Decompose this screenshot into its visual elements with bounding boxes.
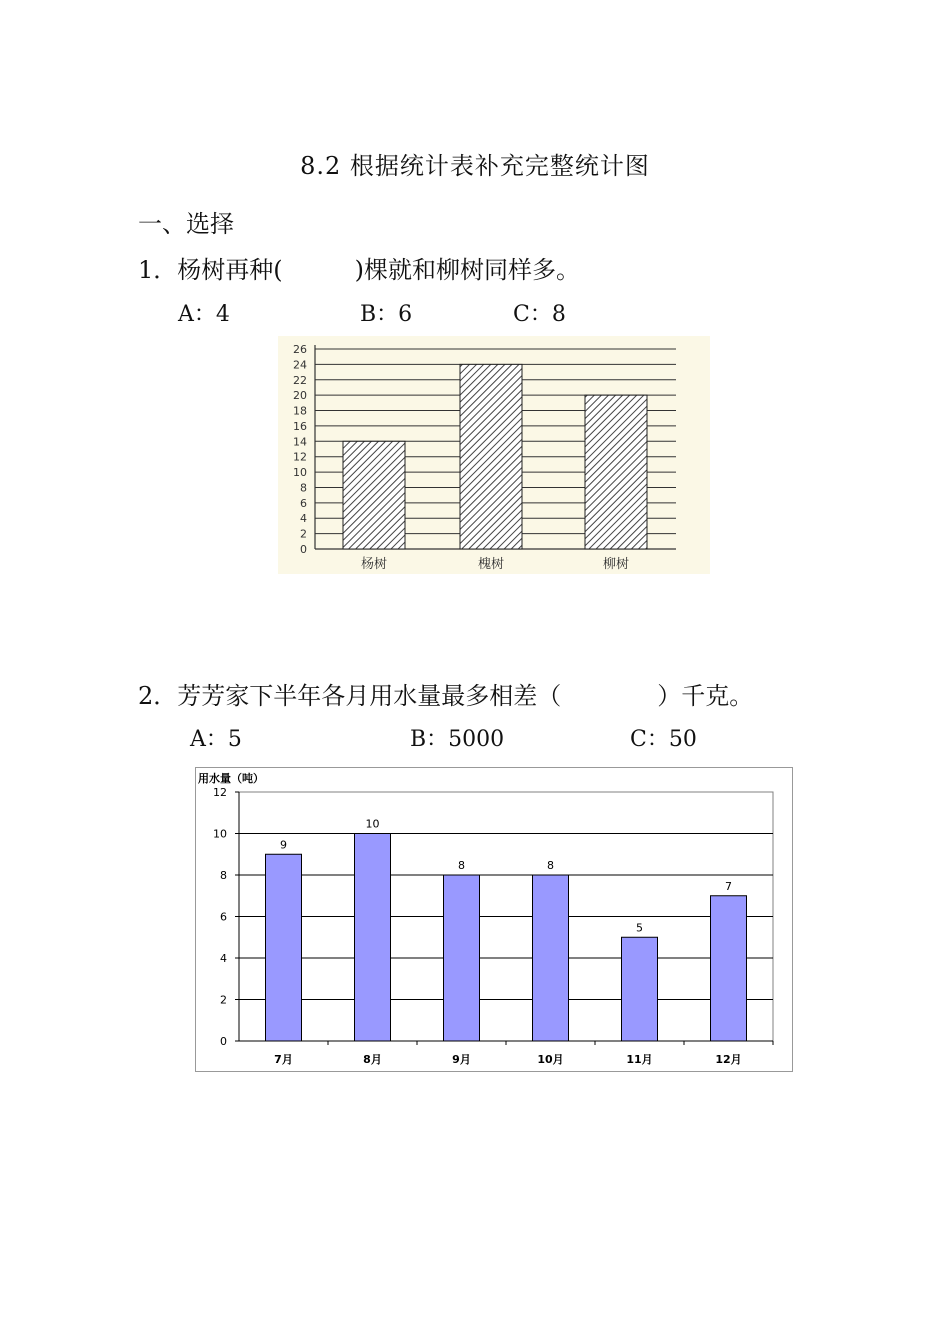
data-label: 5	[636, 921, 643, 935]
data-label: 7	[725, 879, 732, 893]
y-tick-label: 18	[293, 404, 307, 418]
y-tick-label: 10	[293, 466, 307, 480]
bar-7月	[266, 854, 302, 1041]
y-tick-label: 6	[300, 496, 307, 510]
x-tick-label: 柳树	[602, 557, 630, 572]
x-tick-label: 槐树	[477, 557, 505, 572]
y-tick-label: 12	[213, 786, 227, 799]
question-2: 2．芳芳家下半年各月用水量最多相差（ ）千克。	[138, 682, 754, 710]
option-b: B：6	[360, 302, 413, 327]
y-tick-label: 16	[293, 419, 307, 433]
bar-8月	[355, 834, 391, 1042]
tree-count-svg	[278, 336, 710, 574]
bar-10月	[533, 875, 569, 1041]
y-tick-label: 6	[220, 910, 227, 924]
y-tick-label: 8	[220, 869, 227, 882]
x-tick-label: 7月	[274, 1053, 293, 1066]
water-usage-svg	[196, 768, 792, 1071]
bar-2	[460, 364, 522, 549]
y-tick-label: 12	[293, 450, 307, 464]
page-title: 8.2 根据统计表补充完整统计图	[300, 152, 650, 180]
y-tick-label: 2	[300, 527, 307, 541]
x-tick-label: 9月	[452, 1053, 471, 1066]
bar-12月	[711, 896, 747, 1041]
section-heading: 一、选择	[138, 210, 234, 238]
y-tick-label: 10	[213, 827, 227, 841]
x-tick-label: 11月	[626, 1053, 653, 1066]
tree-count-chart	[278, 336, 710, 574]
option-c: C：50	[630, 727, 697, 752]
option-a: A：4	[178, 302, 230, 327]
y-tick-label: 22	[293, 373, 307, 387]
option-b: B：5000	[410, 727, 505, 752]
y-tick-label: 0	[220, 1035, 227, 1048]
y-tick-label: 24	[293, 358, 307, 372]
y-tick-label: 0	[300, 543, 307, 556]
x-tick-label: 10月	[537, 1053, 564, 1066]
bar-1	[343, 441, 405, 549]
y-axis-label: 用水量（吨）	[198, 772, 264, 785]
data-label: 8	[458, 859, 465, 872]
data-label: 10	[365, 817, 380, 831]
y-tick-label: 14	[293, 435, 307, 449]
y-tick-label: 2	[220, 993, 227, 1007]
data-label: 8	[547, 859, 554, 872]
x-tick-label: 8月	[363, 1053, 382, 1066]
y-tick-label: 8	[300, 481, 307, 495]
bar-3	[585, 395, 647, 549]
y-tick-label: 20	[293, 389, 307, 403]
x-tick-label: 杨树	[360, 557, 388, 572]
bar-11月	[622, 937, 658, 1041]
x-tick-label: 12月	[715, 1053, 742, 1066]
option-c: C：8	[513, 302, 566, 327]
option-a: A：5	[190, 727, 242, 752]
question-1: 1．杨树再种( )棵就和柳树同样多。	[138, 256, 580, 284]
data-label: 9	[280, 838, 287, 852]
bar-9月	[444, 875, 480, 1041]
water-usage-chart	[195, 767, 793, 1072]
y-tick-label: 4	[300, 512, 307, 526]
y-tick-label: 26	[293, 343, 307, 356]
y-tick-label: 4	[220, 952, 227, 965]
